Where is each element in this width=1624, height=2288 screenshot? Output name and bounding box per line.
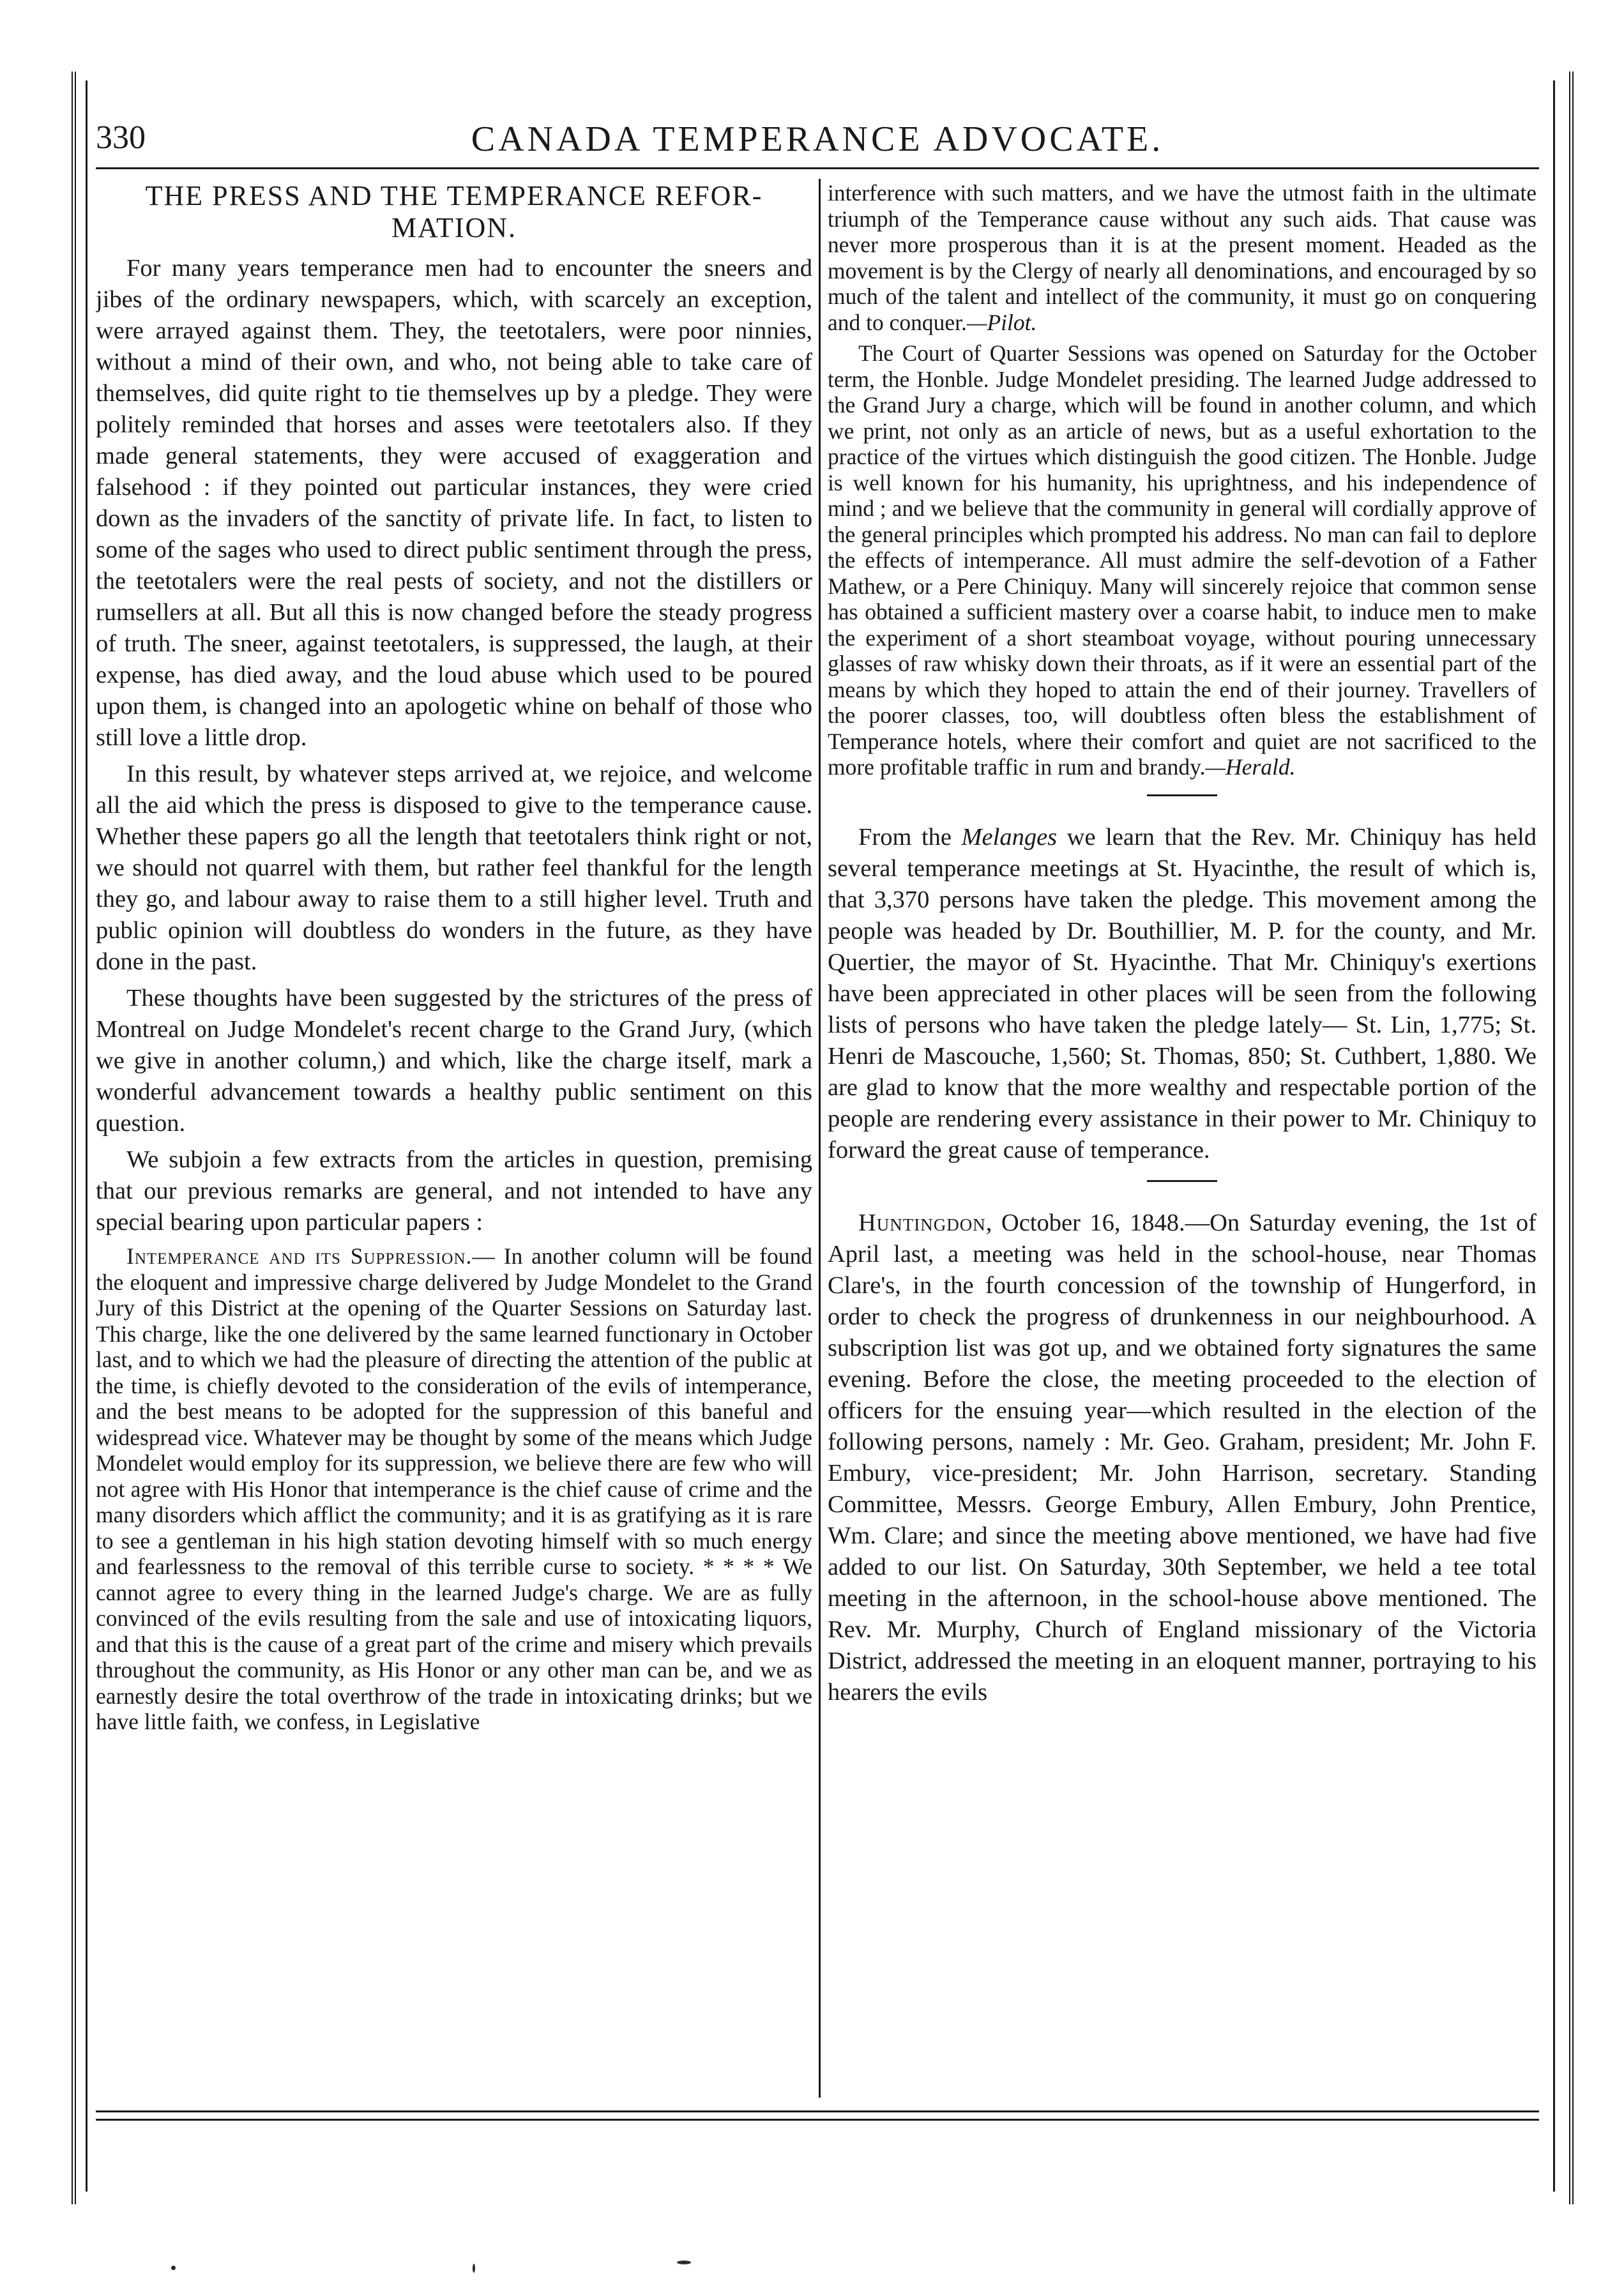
page-number: 330 (96, 119, 146, 156)
continuation-paragraph (828, 180, 1537, 335)
melanges-lead: From the (858, 823, 962, 851)
extract-paragraph (96, 1243, 812, 1735)
header-rule (96, 167, 1539, 169)
scan-speck (473, 2264, 475, 2273)
section-rule (1147, 794, 1217, 796)
article-paragraph: We subjoin a few extracts from the articles in question, premising that our previous remarks are general, and not intended to have any special bearing upon particular papers : (96, 1146, 812, 1236)
column-divider (819, 179, 821, 2098)
melanges-text: we learn that the Rev. Mr. Chiniquy has held several temperance meetings at St. Hyacinthe, the result of which is, that 3,370 persons have taken the pledge. This movement among the people was headed by Dr. Bouthillier, M. P. for the county, and Mr. Quertier, the mayor of St. Hyacinthe. That Mr. Chiniquy's exertions have been appreciated in other places will be seen from the following lists of persons who have taken the pledge lately— St. Lin, 1,775; St. Henri de Mascouche, 1,560; St. Thomas, 850; St. Cuthbert, 1,880. We are glad to know that the more wealthy and respectable portion of the people are rendering every assistance in their power to Mr. Chiniquy to forward the great cause of temperance. (828, 823, 1537, 1163)
melanges-paragraph (828, 822, 1537, 1166)
section-rule (1147, 1180, 1217, 1182)
article-headline: THE PRESS AND THE TEMPERANCE REFOR- MATION. (145, 180, 763, 243)
article-paragraph: In this result, by whatever steps arrived at, we rejoice, and welcome all the aid which the press is disposed to give to the temperance cause. Whether these papers go all the length that teetotalers think right or not, we should not quarrel with them, but rather feel thankful for the length they go, and labour away to raise them to a still higher level. Truth and public opinion will doubtless do wonders in the future, as they have done in the past. (96, 761, 812, 975)
continuation-text: interference with such matters, and we have the utmost faith in the ultimate triumph of the Temperance cause without any such aids. That cause was never more prosperous than it is at the present moment. Headed as the movement is by the Clergy of nearly all denominations, and encouraged by so much of the talent and intellect of the community, it must go on conquering and to conquer. (828, 180, 1537, 335)
melanges-title: Melanges (961, 823, 1058, 851)
footer-rule (96, 2110, 1539, 2121)
extract-heading: Intemperance and its Suppression. (126, 1243, 473, 1269)
huntingdon-text: , October 16, 1848.—On Saturday evening, the 1st of April last, a meeting was held in the school-house, near Thomas Clare's, in the fourth concession of the township of Hungerford, in order to check the progress of drunkenness in our neighbourhood. A subscription list was got up, and we obtained forty signatures the same evening. Before the close, the meeting proceeded to the election of officers for the ensuing year—which resulted in the election of the following persons, namely : Mr. Geo. Graham, president; Mr. John F. Embury, vice-president; Mr. John Harrison, secretary. Standing Committee, Messrs. George Embury, Allen Embury, John Prentice, Wm. Clare; and since the meeting above mentioned, we have had five added to our list. On Saturday, 30th September, we held a tee total meeting in the afternoon, in the school-house above mentioned. The Rev. Mr. Murphy, Church of England missionary of the Victoria District, addressed the meeting in an eloquent manner, portraying to his hearers the evils (828, 1209, 1537, 1706)
page-header (96, 107, 1539, 171)
right-column (828, 180, 1537, 2096)
scan-speck (677, 2261, 691, 2264)
huntingdon-dateline: Huntingdon (858, 1209, 986, 1236)
court-source: —Herald. (1205, 754, 1296, 780)
extract-text: — In another column will be found the eloquent and impressive charge delivered by Judge Mondelet to the Grand Jury of this District at the opening of the Quarter Sessions on Saturday last. This charge, like the one delivered by the same learned functionary in October last, and to which we had the pleasure of directing the attention of the public at the time, is chiefly devoted to the consideration of the evils of intemperance, and the best means to be adopted for the suppression of this baneful and widespread vice. Whatever may be thought by some of the means which Judge Mondelet would employ for its suppression, we believe there are few who will not agree with His Honor that intemperance is the chief cause of crime and the many disorders which afflict the community; and it is as gratifying as it is rare to see a gentleman in his high station devoting himself with so much energy and fearlessness to the removal of this terrible curse to society. * * * * We cannot agree to every thing in the learned Judge's charge. We are as fully convinced of the evils resulting from the sale and use of intoxicating liquors, and that this is the cause of a great part of the crime and misery which prevails throughout the community, as His Honor or any other man can be, and we as earnestly desire the total overthrow of the trade in intoxicating drinks; but we have little faith, we confess, in Legislative (96, 1243, 812, 1734)
article-paragraph: For many years temperance men had to encounter the sneers and jibes of the ordinary newspapers, which, with scarcely an exception, were arrayed against them. They, the teetotalers, were poor ninnies, without a mind of their own, and who, not being able to take care of themselves, did quite right to tie themselves up by a pledge. They were politely reminded that horses and asses were teetotalers also. If they made general statements, they were accused of exaggeration and falsehood : if they pointed out particular instances, they were cried down as the invaders of the sanctity of private life. In fact, to listen to some of the sages who used to direct public sentiment through the press, the teetotalers were the real pests of society, and not the distillers or rumsellers at all. But all this is now changed before the steady progress of truth. The sneer, against teetotalers, is suppressed, the laugh, at their expense, has died away, and the loud abuse which used to be poured upon them, is changed into an apologetic whine on behalf of those who still love a little drop. (96, 255, 812, 751)
article-paragraph: These thoughts have been suggested by the strictures of the press of Montreal on Judge Mondelet's recent charge to the Grand Jury, (which we give in another column,) and which, like the charge itself, mark a wonderful advancement towards a healthy public sentiment on this question. (96, 985, 812, 1137)
huntingdon-paragraph (828, 1208, 1537, 1708)
continuation-source: —Pilot. (966, 309, 1037, 335)
left-column (96, 180, 812, 2096)
scan-speck (171, 2266, 176, 2270)
running-title: CANADA TEMPERANCE ADVOCATE. (471, 119, 1164, 159)
court-text: The Court of Quarter Sessions was opened on Saturday for the October term, the Honble. Judge Mondelet presiding. The learned Judge addressed to the Grand Jury a charge, which will be found in another column, and which we print, not only as an article of news, but as a useful exhortation to the practice of the virtues which distinguish the good citizen. The Honble. Judge is well known for his humanity, his uprightness, and his independence of mind ; and we believe that the community in general will cordially approve of the general principles which prompted his address. No man can fail to deplore the effects of intemperance. All must admire the self-devotion of a Father Mathew, or a Pere Chiniquy. Many will sincerely rejoice that common sense has obtained a sufficient mastery over a coarse habit, to induce men to make the experiment of a short steamboat voyage, without pouring unnecessary glasses of raw whisky down their throats, as if it were an essential part of the means by which they hoped to attain the end of their journey. Travellers of the poorer classes, too, will doubtless often bless the establishment of Temperance hotels, where their comfort and quiet are not sacrificed to the more profitable traffic in rum and brandy. (828, 340, 1537, 780)
court-paragraph (828, 340, 1537, 780)
